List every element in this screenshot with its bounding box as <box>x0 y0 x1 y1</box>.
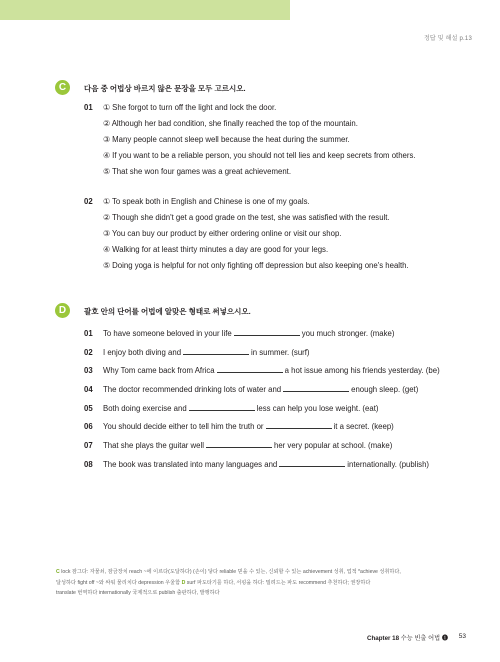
vocabulary-notes <box>56 567 476 599</box>
item-text-after: internationally. (publish) <box>347 459 430 469</box>
item-text-before: To have someone beloved in your life <box>103 329 232 338</box>
vocab-line-3 <box>56 588 476 599</box>
vocab-key-d: D <box>181 579 186 586</box>
item-text-before: I enjoy both diving and <box>103 347 182 357</box>
question-row <box>84 242 484 258</box>
item-number: 01 <box>84 329 93 338</box>
fill-in-item <box>84 362 494 381</box>
fill-in-item <box>84 344 494 363</box>
item-text-before: Both doing exercise and <box>103 403 187 413</box>
question-row <box>84 100 484 116</box>
header-accent-bar <box>0 0 290 20</box>
option-2: ② Though she didn't get a good grade on the test, she was satisfied with the result. <box>103 213 390 222</box>
fill-in-item <box>84 418 494 437</box>
section-c-question-02 <box>84 194 484 274</box>
answer-blank[interactable] <box>183 347 249 355</box>
item-text-after: it a secret. (keep) <box>333 422 394 432</box>
fill-in-item <box>84 381 494 400</box>
section-c-badge: C <box>55 80 70 95</box>
option-1: ① She forgot to turn off the light and lock the door. <box>103 103 277 112</box>
item-text-after: her very popular at school. (make) <box>273 441 393 451</box>
item-number: 03 <box>84 366 93 376</box>
footer-chapter <box>367 633 448 642</box>
vocab-text: lock 잠그다: 자물쇠, 잠금장치 reach ~에 이르다(도달하다) (손이) 닿다 reliable 믿을 수 있는, 신뢰할 수 있는 achievement 성취, 업적 *achieve 성취하다, <box>61 569 401 575</box>
question-row <box>84 132 484 148</box>
section-c-instruction: 다음 중 어법상 바르지 않은 문장을 모두 고르시오. <box>84 84 246 93</box>
chapter-label: Chapter 18 <box>367 635 400 642</box>
item-text-after: less can help you lose weight. (eat) <box>256 403 379 413</box>
item-number: 07 <box>84 441 93 451</box>
item-text-before: The book was translated into many languages and <box>103 459 278 469</box>
item-number: 05 <box>84 403 93 413</box>
question-row <box>84 210 484 226</box>
fill-in-item <box>84 400 494 419</box>
vocab-line-1 <box>56 567 476 578</box>
answer-blank[interactable] <box>234 328 300 336</box>
question-row <box>84 258 484 274</box>
option-2: ② Although her bad condition, she finally reached the top of the mountain. <box>103 119 358 128</box>
question-row <box>84 194 484 210</box>
item-text-before: That she plays the guitar well <box>103 441 204 451</box>
answer-blank[interactable] <box>217 365 283 373</box>
section-d-instruction: 괄호 안의 단어를 어법에 알맞은 형태로 써넣으시오. <box>84 307 251 316</box>
option-5: ⑤ Doing yoga is helpful for not only fighting off depression but also keeping one's health. <box>103 261 409 270</box>
section-c-question-01 <box>84 100 484 180</box>
section-d-badge: D <box>55 303 70 318</box>
question-row <box>84 148 484 164</box>
chapter-number-icon: ❶ <box>441 635 448 642</box>
item-number: 04 <box>84 385 93 395</box>
option-4: ④ If you want to be a reliable person, you should not tell lies and keep secrets from others. <box>103 151 416 160</box>
question-number: 01 <box>84 103 93 112</box>
option-3: ③ Many people cannot sleep well because the heat during the summer. <box>103 135 350 144</box>
question-row <box>84 164 484 180</box>
item-text-after: a hot issue among his friends yesterday. (be) <box>284 366 440 376</box>
option-4: ④ Walking for at least thirty minutes a day are good for your legs. <box>103 245 329 254</box>
item-text-before: You should decide either to tell him the truth or <box>103 422 264 432</box>
fill-in-item <box>84 325 494 344</box>
section-d-list <box>84 325 494 475</box>
vocab-text: 달성하다 fight off ~와 싸워 물리치다 depression 우울함 <box>56 579 181 586</box>
question-number: 02 <box>84 197 93 206</box>
item-number: 02 <box>84 347 93 357</box>
item-number: 08 <box>84 459 93 469</box>
item-text-before: The doctor recommended drinking lots of water and <box>103 385 282 395</box>
item-text-after: you much stronger. (make) <box>301 329 395 338</box>
question-row <box>84 116 484 132</box>
vocab-text: surf 파도타기를 하다, 서핑을 하다: 밀려드는 파도 recommend 추천하다; 권장하다 <box>186 579 371 586</box>
fill-in-item <box>84 437 494 456</box>
chapter-title: 수능 빈출 어법 <box>400 635 441 642</box>
answer-blank[interactable] <box>189 403 255 411</box>
vocab-key-c: C <box>56 569 60 575</box>
page-number: 53 <box>458 633 466 640</box>
answer-blank[interactable] <box>283 384 349 392</box>
vocab-line-2 <box>56 578 476 589</box>
item-number: 06 <box>84 422 93 432</box>
item-text-before: Why Tom came back from Africa <box>103 366 215 376</box>
option-3: ③ You can buy our product by either ordering online or visit our shop. <box>103 229 342 238</box>
fill-in-item <box>84 456 494 475</box>
item-text-after: enough sleep. (get) <box>351 385 419 395</box>
option-1: ① To speak both in English and Chinese is one of my goals. <box>103 197 310 206</box>
answer-reference: 정답 및 해설 p.13 <box>423 36 472 42</box>
question-row <box>84 226 484 242</box>
option-5: ⑤ That she won four games was a great achievement. <box>103 167 292 176</box>
answer-blank[interactable] <box>279 459 345 467</box>
answer-blank[interactable] <box>266 421 332 429</box>
answer-blank[interactable] <box>206 440 272 448</box>
vocab-text: translate 번역하다 internationally 국제적으로 publish 출판하다, 발행하다 <box>56 590 220 596</box>
item-text-after: in summer. (surf) <box>251 347 310 357</box>
